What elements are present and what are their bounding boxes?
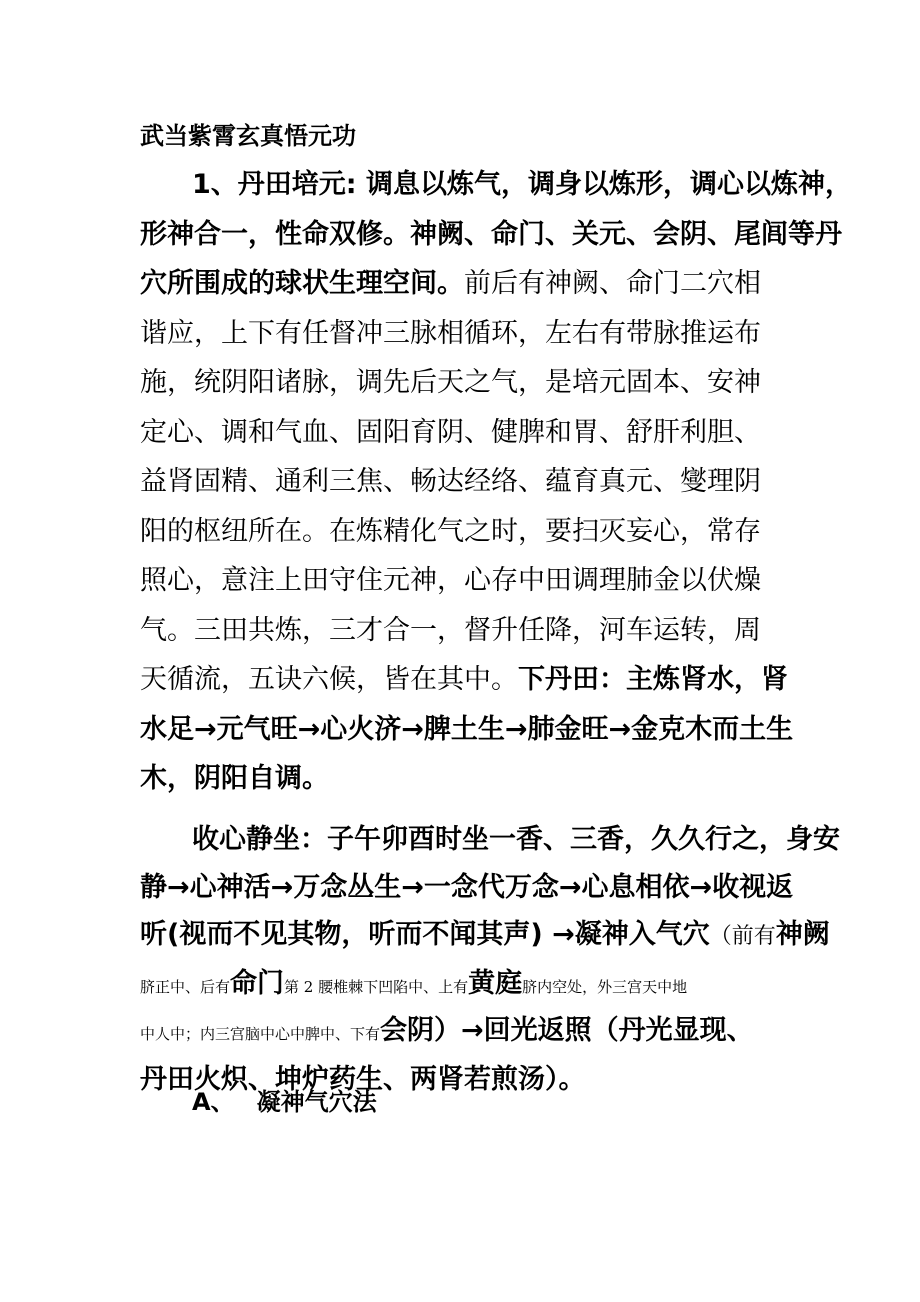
- bold-text: 听(视而不见其物，听而不闻其声) →凝神入气穴: [140, 919, 710, 950]
- body-text: （前有: [709, 924, 776, 949]
- paragraph-line: 阳的枢纽所在。在炼精化气之时，要扫灭妄心，常存: [140, 516, 761, 547]
- small-text: 第 2 腰椎棘下凹陷中、上有: [284, 978, 469, 996]
- paragraph-line: 气。三田共炼，三才合一，督升任降，河车运转，周: [140, 615, 761, 646]
- small-text: 脐内空处，外三宫天中地: [522, 978, 688, 996]
- paragraph-line: 收心静坐：子午卯酉时坐一香、三香，久久行之，身安: [192, 824, 840, 855]
- paragraph-line: 施，统阴阳诸脉，调先后天之气，是培元固本、安神: [140, 367, 761, 398]
- paragraph-line: [140, 654, 788, 706]
- paragraph-line: 谐应，上下有任督冲三脉相循环，左右有带脉推运布: [140, 318, 761, 349]
- subheading-label: A、: [192, 1088, 235, 1116]
- small-text: 中人中；内三宫脑中心中脾中、下有: [140, 1025, 381, 1043]
- subheading-text: 凝神气穴法: [256, 1088, 377, 1116]
- paragraph-line: [140, 1005, 788, 1057]
- bold-text: 穴所围成的球状生理空间。: [140, 268, 464, 299]
- paragraph-line: 静→心神活→万念丛生→一念代万念→心息相依→收视返: [140, 872, 794, 903]
- paragraph-line: [140, 909, 830, 961]
- paragraph-line: 水足→元气旺→心火济→脾土生→肺金旺→金克木而土生: [140, 714, 794, 745]
- paragraph-line: 1、丹田培元: 调息以炼气，调身以炼形，调心以炼神，: [192, 169, 852, 200]
- subheading: [192, 1080, 492, 1124]
- document-title: 武当紫霄玄真悟元功: [140, 122, 356, 150]
- paragraph-line: [140, 958, 788, 1010]
- bold-text: ）→回光返照（丹光显现、: [434, 1015, 754, 1046]
- paragraph-line: 益肾固精、通利三焦、畅达经络、蕴育真元、燮理阴: [140, 466, 761, 497]
- body-text: 天循流，五诀六候，皆在其中。: [140, 664, 518, 695]
- paragraph-line: 形神合一，性命双修。神阙、命门、关元、会阴、尾闾等丹: [140, 219, 842, 250]
- bold-text: 下丹田：主炼肾水，肾: [518, 664, 788, 695]
- paragraph-line: [140, 258, 788, 310]
- paragraph-line: 木，阴阳自调。: [140, 763, 329, 794]
- paragraph-line: 定心、调和气血、固阳育阴、健脾和胃、舒肝利胆、: [140, 417, 761, 448]
- bold-text: 黄庭: [468, 968, 523, 999]
- paragraph-line: 照心，意注上田守住元神，心存中田调理肺金以伏燥: [140, 565, 761, 596]
- bold-text: 命门: [230, 968, 285, 999]
- small-text: 脐正中、后有: [140, 978, 231, 996]
- body-text: 前后有神阙、命门二穴相: [464, 268, 761, 299]
- paragraph-line: 丹田火炽、坤炉药生、两肾若煎汤）。: [140, 1064, 586, 1095]
- bold-text: 会阴: [380, 1015, 435, 1046]
- bold-text: 神阙: [775, 919, 830, 950]
